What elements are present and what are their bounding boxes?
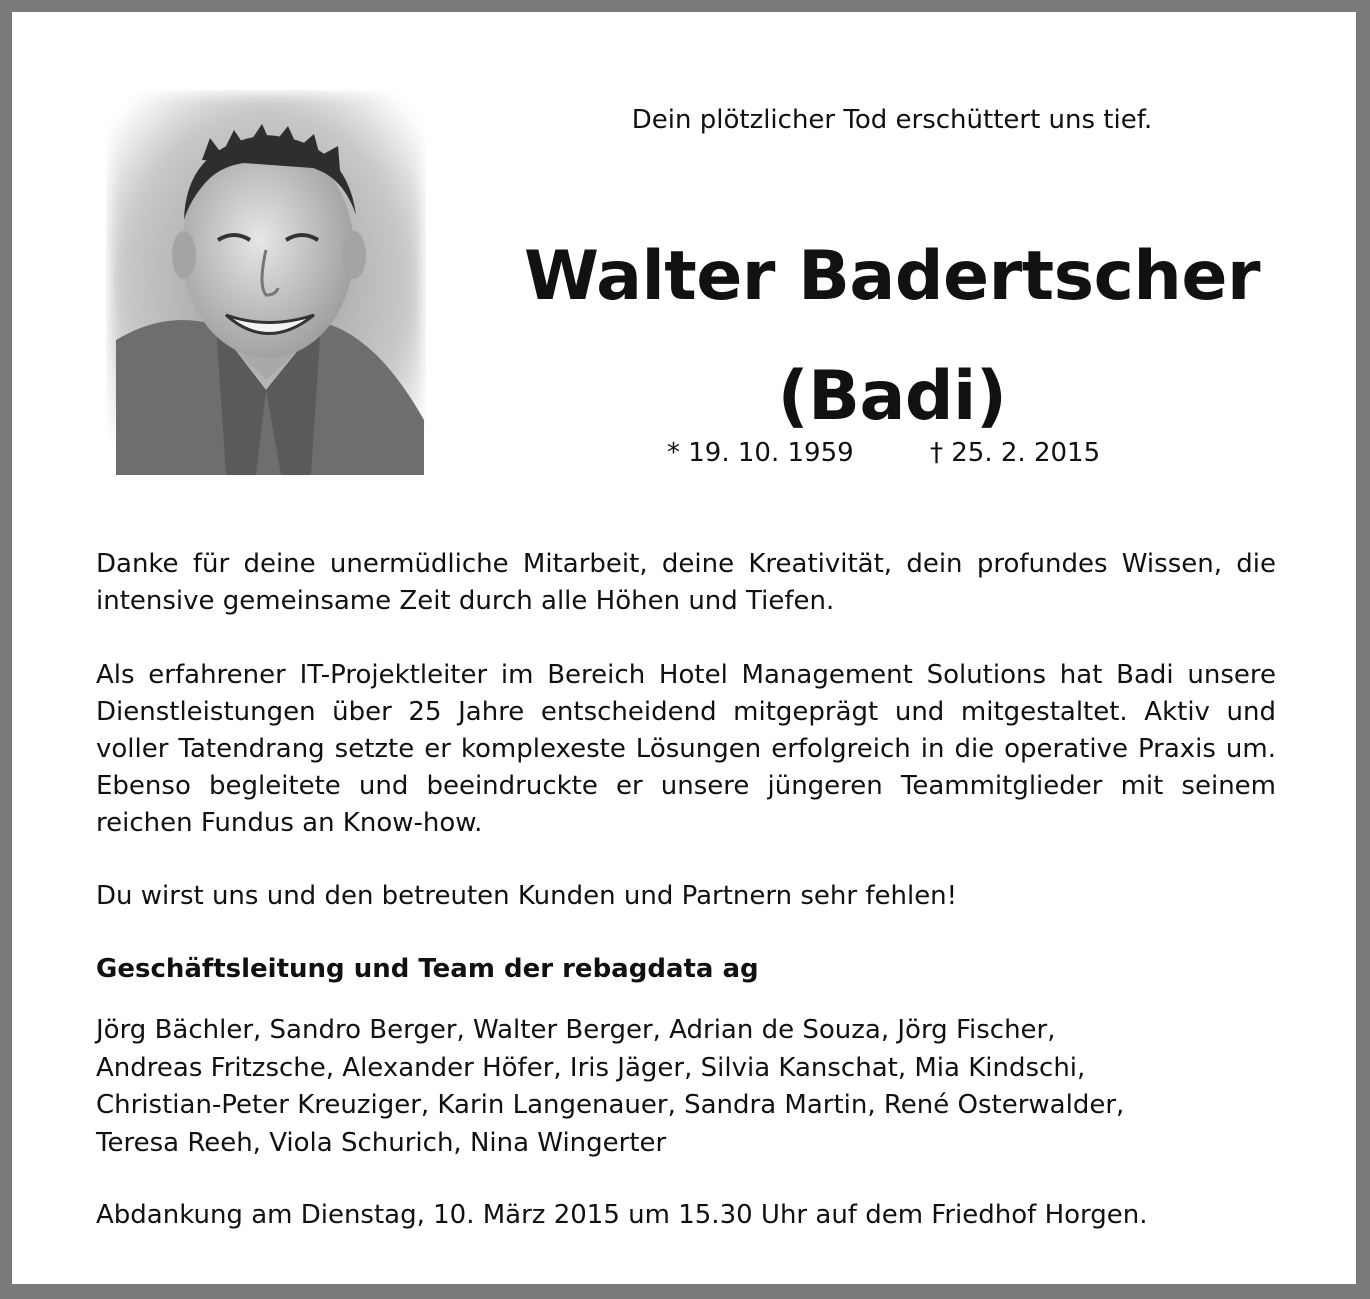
team-names-line: Jörg Bächler, Sandro Berger, Walter Berger, Adrian de Souza, Jörg Fischer, [96, 1015, 1056, 1045]
team-names [96, 1012, 1276, 1162]
team-names-line: Andreas Fritzsche, Alexander Höfer, Iris Jäger, Silvia Kanschat, Mia Kindschi, [96, 1052, 1086, 1083]
funeral-info: Abdankung am Dienstag, 10. März 2015 um 15.30 Uhr auf dem Friedhof Horgen. [96, 1200, 1148, 1230]
thanks-paragraph: Danke für deine unermüdliche Mitarbeit, deine Kreativität, dein profundes Wissen, die intensive gemeinsame Zeit durch alle Höhen und Tiefen. [96, 549, 1276, 616]
obituary-notice [12, 12, 1356, 1284]
death-date: † 25. 2. 2015 [930, 438, 1101, 468]
deceased-nickname: (Badi) [777, 357, 1007, 436]
signature-line: Geschäftsleitung und Team der rebagdata ag [96, 954, 759, 984]
lead-line: Dein plötzlicher Tod erschüttert uns tief. [631, 105, 1153, 135]
deceased-full-name: Walter Badertscher [523, 237, 1260, 316]
birth-date: * 19. 10. 1959 [667, 438, 854, 468]
portrait-photo [106, 90, 426, 475]
career-paragraph: Als erfahrener IT-Projektleiter im Bereich Hotel Management Solutions hat Badi unsere Dienstleistungen über 25 Jahre entscheidend mitgeprägt und mitgestaltet. Aktiv und voller Tatendrang setzte er komplexeste Lösungen erfolgreich in die operative Praxis um. Ebenso begleitete und beeindruckte er unsere jüngeren Teammitglieder mit seinem reichen Fundus an Know-how. [96, 660, 1276, 838]
deceased-name [492, 217, 1292, 457]
farewell-paragraph: Du wirst uns und den betreuten Kunden und Partnern sehr fehlen! [96, 881, 958, 911]
team-names-line: Christian-Peter Kreuziger, Karin Langenauer, Sandra Martin, René Osterwalder, [96, 1090, 1125, 1120]
team-names-line: Teresa Reeh, Viola Schurich, Nina Wingerter [96, 1127, 667, 1158]
